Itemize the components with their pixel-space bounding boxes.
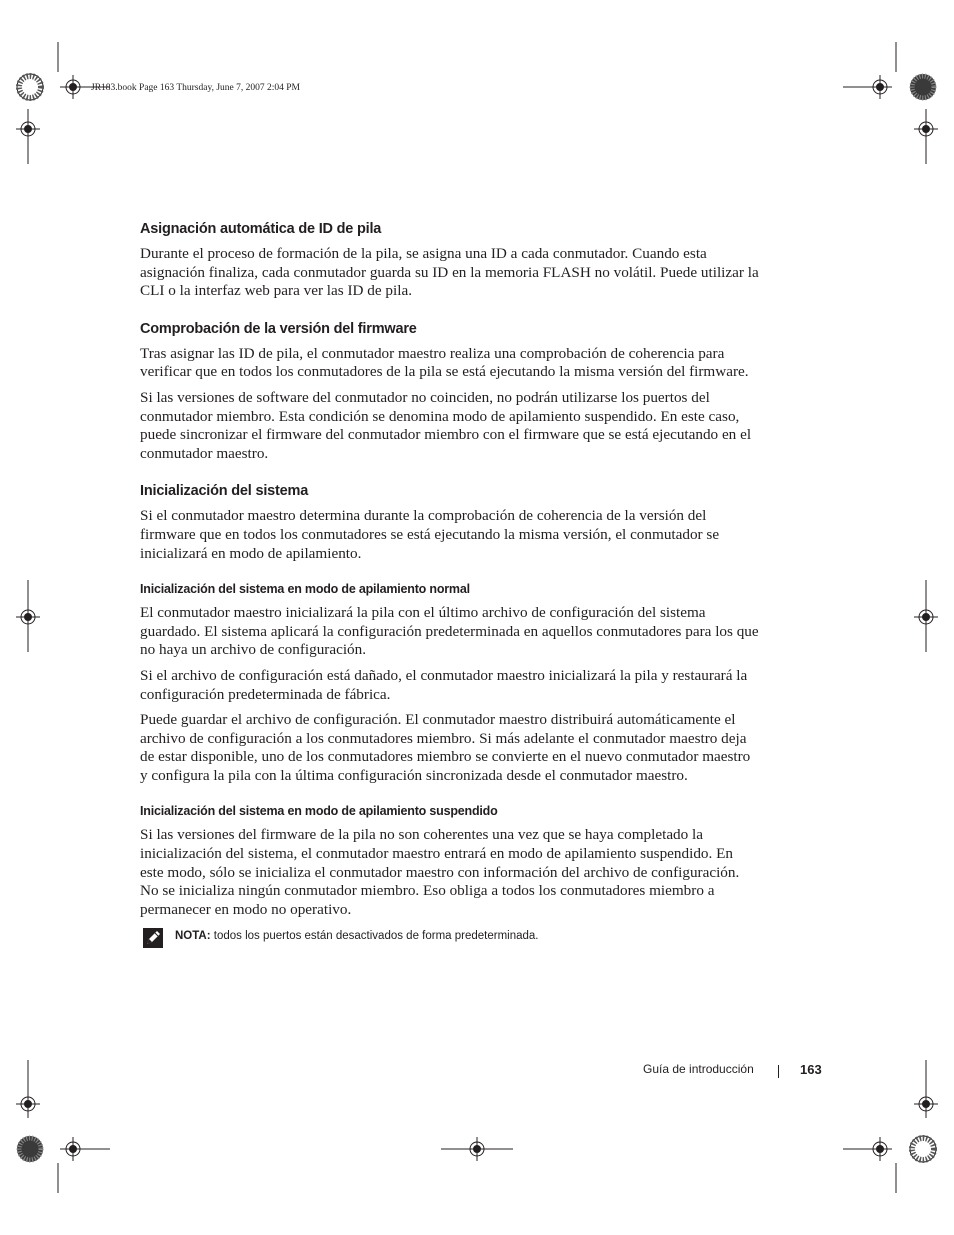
pencil-note-icon bbox=[143, 928, 163, 948]
section-heading: Comprobación de la versión del firmware bbox=[140, 320, 417, 337]
paragraph: Si el conmutador maestro determina durante la comprobación de coherencia de la versión del firmware que en todos los conmutadores se está ejecutando la misma versión, el conmutador se inicializará en modo de apilamiento. bbox=[140, 507, 720, 562]
paragraph: Tras asignar las ID de pila, el conmutador maestro realiza una comprobación de coherencia para verificar que en todos los conmutadores de la pila se está ejecutando la misma versión del firmware. bbox=[140, 344, 749, 381]
footer-divider bbox=[778, 1065, 779, 1078]
footer-title: Guía de introducción bbox=[643, 1062, 754, 1076]
note-label: NOTA: bbox=[175, 930, 211, 943]
paragraph: Si las versiones del firmware de la pila no son coherentes una vez que se haya completado la inicialización del sistema, el conmutador maestro entrará en modo de apilamiento suspendido. En este modo, sólo se inicializa el conmutador maestro con información del archivo de configuración. No se inicializa ningún conmutador miembro. Eso obliga a todos los conmutadores miembro a permanecer en modo no operativo. bbox=[140, 826, 740, 918]
note bbox=[140, 927, 760, 947]
paragraph: El conmutador maestro inicializará la pila con el último archivo de configuración del sistema guardado. El sistema aplicará la configuración predeterminada en aquellos conmutadores para los que no haya un archivo de configuración. bbox=[140, 604, 759, 659]
paragraph: Si las versiones de software del conmutador no coinciden, no podrán utilizarse los puertos del conmutador miembro. Esta condición se denomina modo de apilamiento suspendido. En este caso, puede sincronizar el firmware del conmutador miembro con el firmware que se está ejecutando en el conmutador maestro. bbox=[140, 388, 752, 462]
section-heading: Asignación automática de ID de pila bbox=[140, 221, 382, 237]
page-number: 163 bbox=[800, 1062, 822, 1077]
paragraph: Puede guardar el archivo de configuración. El conmutador maestro distribuirá automáticamente el archivo de configuración a los conmutadores miembro. Si más adelante el conmutador maestro deja de estar disponible, uno de los conmutadores miembro se convierte en el nuevo conmutador maestro y configura la pila con la última configuración sincronizada desde el conmutador maestro. bbox=[140, 711, 751, 784]
subsection-heading: Inicialización del sistema en modo de apilamiento suspendido bbox=[140, 804, 498, 819]
note-text: todos los puertos están desactivados de forma predeterminada. bbox=[210, 930, 539, 943]
paragraph: Si el archivo de configuración está dañado, el conmutador maestro inicializará la pila y restaurará la configuración predeterminada de fábrica. bbox=[140, 666, 748, 703]
running-header: JR183.book Page 163 Thursday, June 7, 2007 2:04 PM bbox=[91, 83, 300, 93]
subsection-heading: Inicialización del sistema en modo de apilamiento normal bbox=[140, 582, 470, 597]
page-content bbox=[140, 221, 760, 947]
page-footer bbox=[600, 1062, 830, 1082]
paragraph: Durante el proceso de formación de la pila, se asigna una ID a cada conmutador. Cuando esta asignación finaliza, cada conmutador guarda su ID en la memoria FLASH no volátil. Puede utilizar la CLI o la interfaz web para ver las ID de pila. bbox=[140, 245, 759, 300]
section-heading: Inicialización del sistema bbox=[140, 483, 309, 500]
